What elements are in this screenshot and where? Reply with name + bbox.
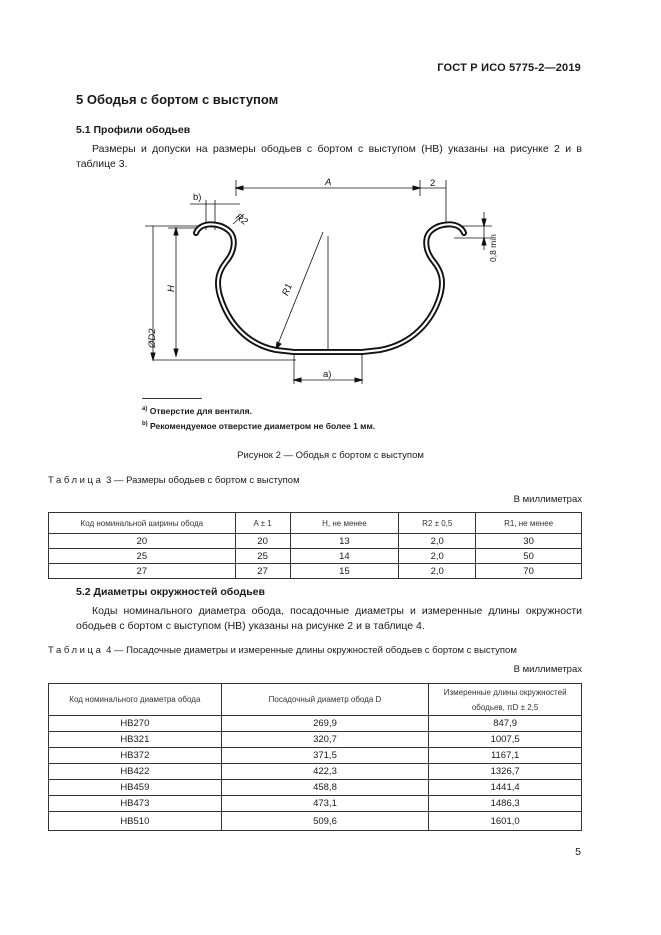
page-number: 5 — [575, 846, 581, 858]
footnote-b: $^{b)}$ Рекомендуемое отверстие диаметром не более 1 мм. — [142, 421, 376, 431]
table-row: HB473 473,1 1486,3 — [49, 796, 582, 812]
table-row: 27 27 15 2,0 70 — [49, 564, 582, 579]
table-3-header: R2 ± 0,5 — [399, 513, 476, 534]
label-2: 2 — [430, 178, 436, 189]
table-4-caption: Таблица 4 — Посадочные диаметры и измеренные длины окружностей ободьев с бортом с выступом — [48, 645, 517, 656]
table-3-header: A ± 1 — [235, 513, 290, 534]
table-row: HB372 371,5 1167,1 — [49, 748, 582, 764]
section-5-1-text: Размеры и допуски на размеры ободьев с бортом с выступом (HB) указаны на рисунке 2 и в таблице 3. — [76, 143, 582, 170]
figure-caption: Рисунок 2 — Ободья с бортом с выступом — [237, 450, 424, 461]
table-row: HB422 422,3 1326,7 — [49, 764, 582, 780]
label-b: b) — [193, 192, 202, 203]
table-3-header: H, не менее — [290, 513, 399, 534]
table-4-header: Посадочный диаметр обода D — [221, 684, 429, 716]
rim-profile-figure — [0, 0, 661, 400]
table-3-caption: Таблица 3 — Размеры ободьев с бортом с выступом — [48, 475, 300, 486]
section-5-2-text: Коды номинального диаметра обода, посадочные диаметры и измеренные длины окружности ободьев с бортом с выступом (HB) указаны на рисунке 2 и в таблице 4. — [76, 605, 582, 632]
label-0-8-min: 0,8 min — [488, 234, 498, 262]
label-A: A — [325, 177, 332, 188]
section-5-2-title: 5.2 Диаметры окружностей ободьев — [76, 586, 265, 598]
table-row: 25 25 14 2,0 50 — [49, 549, 582, 564]
table-row: HB321 320,7 1007,5 — [49, 732, 582, 748]
table-3-header: Код номинальной ширины обода — [49, 513, 236, 534]
table-row: 20 20 13 2,0 30 — [49, 534, 582, 549]
table-3-units: В миллиметрах — [513, 494, 582, 505]
table-row: HB459 458,8 1441,4 — [49, 780, 582, 796]
footnote-a: $^{a)}$ Отверстие для вентиля. — [142, 406, 252, 416]
table-4-header: Измеренные длины окружностей ободьев, πD ± 2,5 — [429, 684, 582, 716]
table-4-header: Код номинального диаметра обода — [49, 684, 222, 716]
table-3 — [48, 512, 582, 579]
table-4-units: В миллиметрах — [513, 664, 582, 675]
table-4 — [48, 683, 582, 831]
table-row: HB270 269,9 847,9 — [49, 716, 582, 732]
section-5-1-title: 5.1 Профили ободьев — [76, 124, 191, 136]
table-3-header: R1, не менее — [476, 513, 582, 534]
footnote-divider — [142, 398, 202, 399]
label-R2: R2 — [233, 211, 250, 228]
label-H: H — [166, 285, 177, 292]
label-R1: R1 — [280, 282, 295, 298]
label-D2: ØD2 — [147, 328, 158, 348]
label-a: a) — [323, 369, 332, 380]
table-row: HB510 509,6 1601,0 — [49, 812, 582, 831]
section-5-title: 5 Ободья с бортом с выступом — [76, 92, 279, 107]
document-header: ГОСТ Р ИСО 5775-2—2019 — [437, 62, 581, 74]
